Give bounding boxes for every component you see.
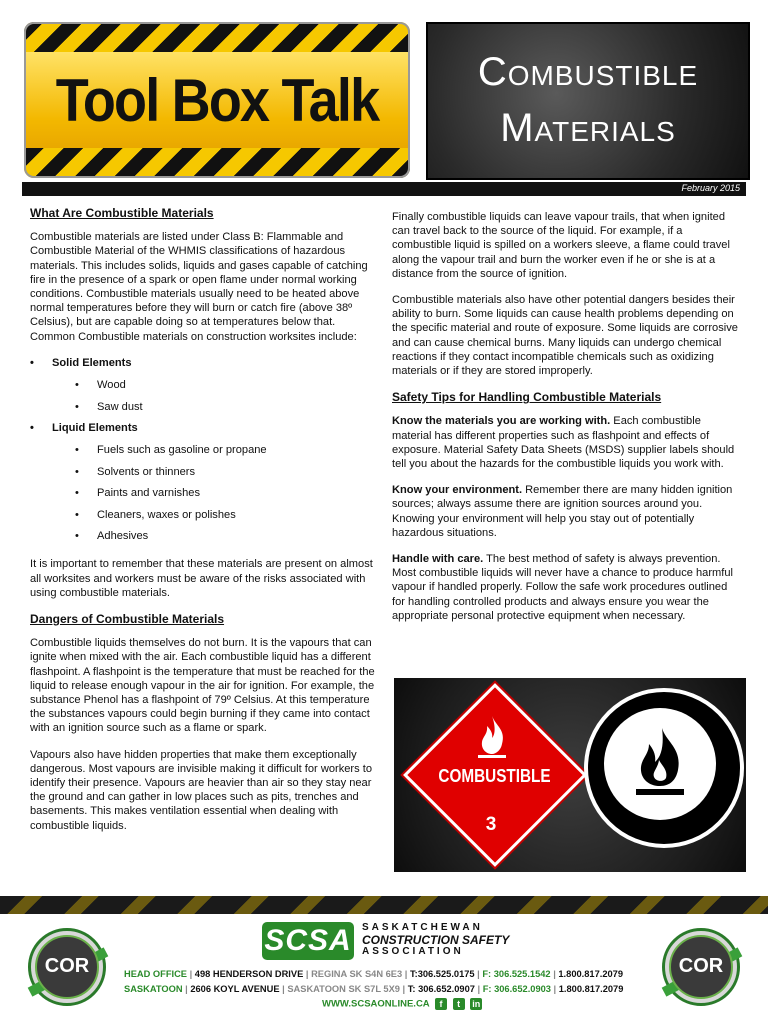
tip-handle-with-care xyxy=(392,552,742,623)
tip-text: The best method of safety is always prevention. Most combustible liquids will never have a chance to produce harmful vapour if handled properly. Follow the safe work procedures outlined for handling controlled products and always ensure you wear the appropriate personal protective equipment when necessary. xyxy=(392,553,733,622)
date-bar xyxy=(22,182,746,196)
list-item: • Paints and varnishes xyxy=(30,486,378,500)
scsa-logo: SCSA xyxy=(262,922,354,960)
assoc-line1: SASKATCHEWAN xyxy=(362,922,483,933)
list-item: • Wood xyxy=(30,378,378,392)
topic-box xyxy=(426,22,750,180)
saskatoon-address: 2606 KOYL AVENUE xyxy=(190,984,280,994)
fire-icon xyxy=(632,726,688,798)
saskatoon-label: SASKATOON xyxy=(124,984,183,994)
list-item: • Fuels such as gasoline or propane xyxy=(30,443,378,457)
website-line xyxy=(322,998,482,1010)
flame-icon xyxy=(474,714,510,760)
saskatoon-tollfree: 1.800.817.2079 xyxy=(558,984,624,994)
linkedin-icon[interactable]: in xyxy=(472,999,481,1009)
section-heading-what-are: What Are Combustible Materials xyxy=(30,206,214,220)
tip-lead: Know your environment. xyxy=(392,484,523,497)
cor-text: COR xyxy=(678,955,724,977)
head-office-tollfree: 1.800.817.2079 xyxy=(558,969,624,979)
cor-badge-left xyxy=(28,928,106,1006)
left-column xyxy=(30,206,378,845)
paragraph-vapour-trails: Finally combustible liquids can leave vapour trails, that when ignited can travel back to the source of the liquid. For example, if a combustible liquid is spilled on a workers sleeve, a flame could travel along the vapour trail and burn the worker even if he or she is at a distance from the source of ignition. xyxy=(392,211,730,280)
twitter-icon[interactable]: t xyxy=(453,998,465,1010)
saskatoon-tel: T: 306.652.0907 xyxy=(407,984,475,994)
symbol-background xyxy=(604,708,716,820)
head-office-address: 498 HENDERSON DRIVE xyxy=(194,969,304,979)
topic-title-line2: Materials xyxy=(500,106,676,150)
cor-badge-right xyxy=(662,928,740,1006)
tip-know-materials xyxy=(392,414,742,471)
banner-frame xyxy=(24,22,410,178)
banner-title: Tool Box Talk xyxy=(55,67,379,134)
paragraph-flashpoint: Combustible liquids themselves do not burn. It is the vapours that can ignite when mixed with the air. Each combustible liquid has a different flashpoint. A flashpoint is the temperature that must be reached for the liquid to release enough vapour in the air for ignition. For example, the substance Phenol has a flashpoint of 79º Celsius. At this temperature the substances vapours could begin burning if they came into contact with an ignition source such as a flame or spark. xyxy=(30,637,375,735)
saskatoon-city: SASKATOON SK S7L 5X9 xyxy=(287,984,400,994)
hazard-symbols-image xyxy=(394,678,746,872)
head-office-city: REGINA SK S4N 6E3 xyxy=(311,969,403,979)
placard-class-number: 3 xyxy=(485,814,497,835)
saskatoon-fax: F: 306.652.0903 xyxy=(482,984,551,994)
assoc-line3: ASSOCIATION xyxy=(362,946,464,957)
tip-text: Each combustible material has different properties such as flashpoint and effects of exposure. Material Safety Data Sheets (MSDS) supplier labels should tell you about the hazards for the combustible liquids you work with. xyxy=(392,415,735,471)
facebook-icon[interactable]: f xyxy=(435,998,447,1010)
cor-text: COR xyxy=(44,955,90,977)
tip-know-environment xyxy=(392,483,742,540)
association-name xyxy=(362,922,509,958)
whmis-flammable-symbol xyxy=(584,688,744,848)
paragraph-awareness: It is important to remember that these materials are present on almost all worksites and workers must be aware of the risks associated with using combustible materials. xyxy=(30,558,373,599)
tip-text: Remember there are many hidden ignition sources; always assume there are ignition sources around you. Knowing your environment will help you stay out of potentially hazardous situations. xyxy=(392,484,733,539)
paragraph-definition: Combustible materials are listed under Class B: Flammable and Combustible Material of the WHMIS classifications of hazardous materials. This includes solids, liquids and gases capable of catching fire in the presence of a spark or open flame under normal working conditions. Combustible materials usually need to be heated above normal temperatures before they will burn or catch fire (above 38º Celsius), but are capable doing so at temperatures below that. Common Combustible materials on construction worksites include: xyxy=(30,231,368,343)
section-heading-dangers: Dangers of Combustible Materials xyxy=(30,612,225,627)
footer-hazard-strip xyxy=(0,896,768,914)
contact-saskatoon: SASKATOON | 2606 KOYL AVENUE | SASKATOON SK S7L 5X9 | T: 306.652.0907 | F: 306.652.0903 | 1.800.817.2079 xyxy=(124,984,624,994)
list-item: • Adhesives xyxy=(30,529,378,543)
head-office-fax: F: 306.525.1542 xyxy=(482,969,551,979)
contact-head-office: HEAD OFFICE | 498 HENDERSON DRIVE | REGINA SK S4N 6E3 | T:306.525.0175 | F: 306.525.1542 | 1.800.817.2079 xyxy=(124,969,624,979)
assoc-line2: CONSTRUCTION SAFETY xyxy=(362,933,510,947)
tip-lead: Know the materials you are working with. xyxy=(392,415,611,428)
section-heading-safety-tips: Safety Tips for Handling Combustible Materials xyxy=(392,390,662,405)
head-office-tel: T:306.525.0175 xyxy=(409,969,475,979)
list-item: • Solvents or thinners xyxy=(30,465,378,479)
issue-date: February 2015 xyxy=(681,183,740,193)
placard-label: COMBUSTIBLE xyxy=(438,766,551,786)
list-item: • Saw dust xyxy=(30,400,378,414)
head-office-label: HEAD OFFICE xyxy=(124,969,188,979)
paragraph-other-dangers: Combustible materials also have other potential dangers besides their ability to burn. Some liquids can cause health problems depending on the specific material and route of exposure. Some liquids are corrosive and can cause chemical burns. Many liquids can undergo chemical reactions if they contact incompatible chemicals such as oxidizing materials or if they are stored improperly. xyxy=(392,294,738,378)
tip-lead: Handle with care. xyxy=(392,553,484,566)
paragraph-vapours: Vapours also have hidden properties that make them exceptionally dangerous. Most vapours are invisible making it difficult for workers to identify their presence. Vapours are heavier than air so they stay near the ground and can gather in low places such as pits, trenches and basements. This makes ventilation essential when dealing with combustible liquids. xyxy=(30,748,373,832)
website-link[interactable]: WWW.SCSAONLINE.CA xyxy=(322,998,430,1010)
right-column xyxy=(392,210,742,635)
bullet-liquid-elements: • Liquid Elements xyxy=(30,421,378,435)
bullet-solid-elements: • Solid Elements xyxy=(30,356,378,370)
topic-title-line1: Combustible xyxy=(477,50,699,94)
list-item: • Cleaners, waxes or polishes xyxy=(30,508,378,522)
topic-title xyxy=(428,44,748,156)
